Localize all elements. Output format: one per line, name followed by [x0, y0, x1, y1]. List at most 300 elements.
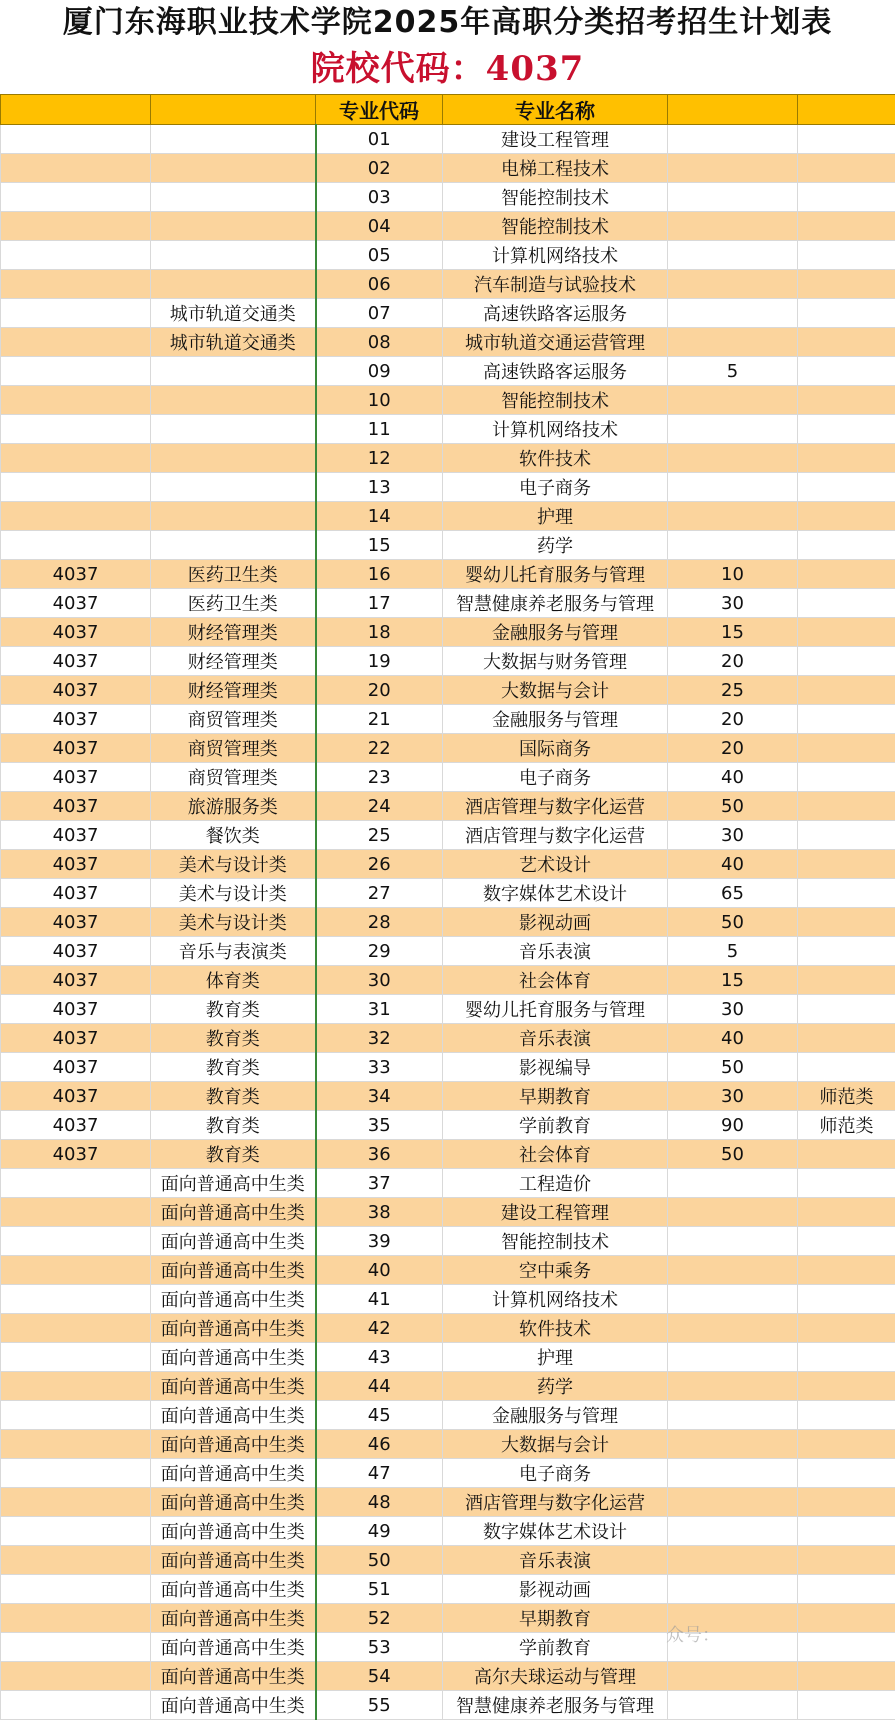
major-code-cell: 30 — [316, 966, 443, 995]
plan-count-cell — [668, 1343, 798, 1372]
major-code-cell: 31 — [316, 995, 443, 1024]
category-cell — [151, 531, 316, 560]
category-cell: 面向普通高中生类 — [151, 1691, 316, 1720]
category-cell: 旅游服务类 — [151, 792, 316, 821]
note-cell — [798, 270, 895, 299]
major-code-cell: 12 — [316, 444, 443, 473]
table-row — [1, 444, 895, 473]
plan-count-cell: 40 — [668, 850, 798, 879]
major-code-cell: 01 — [316, 125, 443, 154]
plan-count-cell — [668, 1430, 798, 1459]
table-row — [1, 1662, 895, 1691]
header-major-code: 专业代码 — [316, 95, 443, 125]
category-cell: 面向普通高中生类 — [151, 1633, 316, 1662]
header-cell — [798, 95, 895, 125]
plan-count-cell — [668, 444, 798, 473]
school-code-cell — [1, 1372, 151, 1401]
table-row — [1, 705, 895, 734]
school-code-cell: 4037 — [1, 734, 151, 763]
table-row — [1, 502, 895, 531]
header-major-name: 专业名称 — [443, 95, 668, 125]
school-code-cell — [1, 1343, 151, 1372]
table-row — [1, 1488, 895, 1517]
major-code-cell: 43 — [316, 1343, 443, 1372]
category-cell: 面向普通高中生类 — [151, 1285, 316, 1314]
table-row — [1, 1691, 895, 1720]
table-row — [1, 386, 895, 415]
major-code-cell: 54 — [316, 1662, 443, 1691]
major-code-cell: 13 — [316, 473, 443, 502]
major-code-cell: 04 — [316, 212, 443, 241]
major-name-cell: 护理 — [443, 1343, 668, 1372]
plan-count-cell — [668, 1372, 798, 1401]
major-name-cell: 大数据与财务管理 — [443, 647, 668, 676]
school-code-cell — [1, 1401, 151, 1430]
note-cell — [798, 1343, 895, 1372]
plan-count-cell — [668, 1575, 798, 1604]
major-name-cell: 电子商务 — [443, 473, 668, 502]
major-code-cell: 23 — [316, 763, 443, 792]
school-code-cell: 4037 — [1, 1111, 151, 1140]
major-code-cell: 53 — [316, 1633, 443, 1662]
school-code-cell — [1, 241, 151, 270]
school-code-cell: 4037 — [1, 647, 151, 676]
school-code-cell — [1, 502, 151, 531]
school-code-cell — [1, 357, 151, 386]
category-cell: 面向普通高中生类 — [151, 1575, 316, 1604]
table-row — [1, 270, 895, 299]
major-code-cell: 24 — [316, 792, 443, 821]
major-code-cell: 10 — [316, 386, 443, 415]
major-code-cell: 06 — [316, 270, 443, 299]
note-cell — [798, 212, 895, 241]
plan-count-cell: 30 — [668, 821, 798, 850]
major-name-cell: 高速铁路客运服务 — [443, 357, 668, 386]
note-cell — [798, 705, 895, 734]
major-code-cell: 28 — [316, 908, 443, 937]
category-cell — [151, 241, 316, 270]
table-row — [1, 560, 895, 589]
school-code-cell — [1, 270, 151, 299]
major-code-cell: 19 — [316, 647, 443, 676]
major-name-cell: 金融服务与管理 — [443, 705, 668, 734]
table-row — [1, 966, 895, 995]
note-cell — [798, 821, 895, 850]
major-name-cell: 软件技术 — [443, 1314, 668, 1343]
table-row — [1, 473, 895, 502]
category-cell: 医药卫生类 — [151, 589, 316, 618]
category-cell: 教育类 — [151, 995, 316, 1024]
table-row — [1, 995, 895, 1024]
header-cell — [668, 95, 798, 125]
category-cell: 体育类 — [151, 966, 316, 995]
major-name-cell: 高尔夫球运动与管理 — [443, 1662, 668, 1691]
major-name-cell: 音乐表演 — [443, 1546, 668, 1575]
table-row — [1, 1633, 895, 1662]
major-code-cell: 35 — [316, 1111, 443, 1140]
plan-count-cell — [668, 502, 798, 531]
category-cell: 财经管理类 — [151, 647, 316, 676]
plan-count-cell — [668, 183, 798, 212]
major-code-cell: 29 — [316, 937, 443, 966]
note-cell — [798, 1053, 895, 1082]
major-code-cell: 21 — [316, 705, 443, 734]
major-code-cell: 27 — [316, 879, 443, 908]
major-name-cell: 酒店管理与数字化运营 — [443, 792, 668, 821]
school-code-heading: 院校代码：4037 — [0, 46, 895, 94]
table-row — [1, 1082, 895, 1111]
major-code-cell: 52 — [316, 1604, 443, 1633]
category-cell: 城市轨道交通类 — [151, 328, 316, 357]
category-cell: 面向普通高中生类 — [151, 1604, 316, 1633]
note-cell — [798, 908, 895, 937]
note-cell — [798, 154, 895, 183]
note-cell — [798, 647, 895, 676]
note-cell — [798, 1314, 895, 1343]
major-code-cell: 32 — [316, 1024, 443, 1053]
major-name-cell: 建设工程管理 — [443, 125, 668, 154]
school-code-cell: 4037 — [1, 995, 151, 1024]
category-cell: 医药卫生类 — [151, 560, 316, 589]
plan-count-cell: 50 — [668, 1053, 798, 1082]
category-cell: 面向普通高中生类 — [151, 1169, 316, 1198]
table-row — [1, 1575, 895, 1604]
major-code-cell: 16 — [316, 560, 443, 589]
major-name-cell: 婴幼儿托育服务与管理 — [443, 560, 668, 589]
plan-count-cell — [668, 154, 798, 183]
major-name-cell: 酒店管理与数字化运营 — [443, 1488, 668, 1517]
table-row — [1, 734, 895, 763]
note-cell — [798, 618, 895, 647]
table-row — [1, 1053, 895, 1082]
table-row — [1, 241, 895, 270]
table-row — [1, 1546, 895, 1575]
category-cell — [151, 212, 316, 241]
school-code-cell: 4037 — [1, 966, 151, 995]
major-name-cell: 电梯工程技术 — [443, 154, 668, 183]
category-cell — [151, 473, 316, 502]
note-cell — [798, 1256, 895, 1285]
school-code-cell: 4037 — [1, 1082, 151, 1111]
plan-count-cell: 40 — [668, 1024, 798, 1053]
major-code-cell: 36 — [316, 1140, 443, 1169]
note-cell — [798, 676, 895, 705]
table-row — [1, 1285, 895, 1314]
major-name-cell: 学前教育 — [443, 1111, 668, 1140]
note-cell — [798, 1198, 895, 1227]
plan-count-cell — [668, 531, 798, 560]
major-code-cell: 17 — [316, 589, 443, 618]
category-cell: 面向普通高中生类 — [151, 1401, 316, 1430]
major-name-cell: 影视动画 — [443, 1575, 668, 1604]
category-cell — [151, 415, 316, 444]
major-name-cell: 高速铁路客运服务 — [443, 299, 668, 328]
table-row — [1, 618, 895, 647]
school-code-cell — [1, 1198, 151, 1227]
major-name-cell: 数字媒体艺术设计 — [443, 1517, 668, 1546]
major-code-cell: 47 — [316, 1459, 443, 1488]
school-code-cell — [1, 1604, 151, 1633]
table-row — [1, 1430, 895, 1459]
major-name-cell: 数字媒体艺术设计 — [443, 879, 668, 908]
note-cell — [798, 1662, 895, 1691]
category-cell: 教育类 — [151, 1024, 316, 1053]
major-code-cell: 42 — [316, 1314, 443, 1343]
major-code-cell: 50 — [316, 1546, 443, 1575]
note-cell: 师范类 — [798, 1082, 895, 1111]
plan-count-cell: 30 — [668, 589, 798, 618]
plan-count-cell: 5 — [668, 937, 798, 966]
document-title: 厦门东海职业技术学院2025年高职分类招考招生计划表 — [0, 0, 895, 46]
table-row — [1, 879, 895, 908]
major-name-cell: 社会体育 — [443, 1140, 668, 1169]
school-code-cell: 4037 — [1, 676, 151, 705]
major-name-cell: 汽车制造与试验技术 — [443, 270, 668, 299]
school-code-cell — [1, 1285, 151, 1314]
note-cell — [798, 763, 895, 792]
plan-count-cell — [668, 1198, 798, 1227]
major-name-cell: 工程造价 — [443, 1169, 668, 1198]
school-code-cell: 4037 — [1, 560, 151, 589]
category-cell: 面向普通高中生类 — [151, 1372, 316, 1401]
table-header-row — [1, 95, 895, 125]
plan-count-cell: 15 — [668, 618, 798, 647]
major-code-cell: 38 — [316, 1198, 443, 1227]
category-cell: 面向普通高中生类 — [151, 1314, 316, 1343]
table-row — [1, 212, 895, 241]
note-cell — [798, 328, 895, 357]
category-cell: 教育类 — [151, 1053, 316, 1082]
school-code-cell — [1, 1256, 151, 1285]
note-cell — [798, 1372, 895, 1401]
note-cell — [798, 357, 895, 386]
school-code-cell: 4037 — [1, 618, 151, 647]
note-cell — [798, 1604, 895, 1633]
category-cell: 面向普通高中生类 — [151, 1517, 316, 1546]
table-row — [1, 125, 895, 154]
note-cell — [798, 531, 895, 560]
plan-count-cell — [668, 125, 798, 154]
note-cell — [798, 879, 895, 908]
plan-count-cell: 20 — [668, 705, 798, 734]
school-code-cell: 4037 — [1, 1053, 151, 1082]
major-code-cell: 08 — [316, 328, 443, 357]
major-code-cell: 33 — [316, 1053, 443, 1082]
major-code-cell: 48 — [316, 1488, 443, 1517]
major-code-cell: 26 — [316, 850, 443, 879]
plan-count-cell: 15 — [668, 966, 798, 995]
major-name-cell: 社会体育 — [443, 966, 668, 995]
plan-count-cell — [668, 415, 798, 444]
major-name-cell: 城市轨道交通运营管理 — [443, 328, 668, 357]
note-cell — [798, 444, 895, 473]
plan-count-cell — [668, 299, 798, 328]
major-code-cell: 37 — [316, 1169, 443, 1198]
note-cell — [798, 1169, 895, 1198]
school-code-cell — [1, 1488, 151, 1517]
note-cell — [798, 125, 895, 154]
table-row — [1, 908, 895, 937]
major-code-cell: 07 — [316, 299, 443, 328]
school-code-cell: 4037 — [1, 850, 151, 879]
plan-count-cell — [668, 328, 798, 357]
table-row — [1, 1517, 895, 1546]
major-code-cell: 25 — [316, 821, 443, 850]
table-row — [1, 763, 895, 792]
note-cell — [798, 1401, 895, 1430]
major-code-cell: 02 — [316, 154, 443, 183]
table-row — [1, 647, 895, 676]
category-cell: 面向普通高中生类 — [151, 1227, 316, 1256]
category-cell: 面向普通高中生类 — [151, 1488, 316, 1517]
major-name-cell: 婴幼儿托育服务与管理 — [443, 995, 668, 1024]
note-cell — [798, 473, 895, 502]
school-code-cell: 4037 — [1, 1140, 151, 1169]
plan-count-cell — [668, 386, 798, 415]
major-name-cell: 学前教育 — [443, 1633, 668, 1662]
category-cell — [151, 502, 316, 531]
category-cell — [151, 154, 316, 183]
note-cell — [798, 850, 895, 879]
category-cell: 财经管理类 — [151, 676, 316, 705]
major-name-cell: 国际商务 — [443, 734, 668, 763]
table-row — [1, 1227, 895, 1256]
category-cell: 面向普通高中生类 — [151, 1546, 316, 1575]
category-cell — [151, 125, 316, 154]
major-code-cell: 18 — [316, 618, 443, 647]
major-code-cell: 55 — [316, 1691, 443, 1720]
plan-count-cell — [668, 1227, 798, 1256]
note-cell — [798, 734, 895, 763]
major-name-cell: 药学 — [443, 531, 668, 560]
note-cell — [798, 299, 895, 328]
header-cell — [1, 95, 151, 125]
school-code-cell: 4037 — [1, 763, 151, 792]
header-cell — [151, 95, 316, 125]
plan-count-cell: 20 — [668, 647, 798, 676]
note-cell — [798, 1024, 895, 1053]
plan-count-cell: 5 — [668, 357, 798, 386]
plan-count-cell: 10 — [668, 560, 798, 589]
school-code-cell: 4037 — [1, 908, 151, 937]
table-row — [1, 1604, 895, 1633]
major-name-cell: 空中乘务 — [443, 1256, 668, 1285]
category-cell: 商贸管理类 — [151, 734, 316, 763]
plan-count-cell — [668, 1314, 798, 1343]
table-row — [1, 1256, 895, 1285]
table-row — [1, 1401, 895, 1430]
note-cell — [798, 386, 895, 415]
table-row — [1, 183, 895, 212]
school-code-cell: 4037 — [1, 705, 151, 734]
major-name-cell: 大数据与会计 — [443, 676, 668, 705]
school-code-cell — [1, 1430, 151, 1459]
category-cell: 面向普通高中生类 — [151, 1198, 316, 1227]
table-row — [1, 1169, 895, 1198]
table-row — [1, 1372, 895, 1401]
note-cell — [798, 415, 895, 444]
major-code-cell: 40 — [316, 1256, 443, 1285]
school-code-cell — [1, 1691, 151, 1720]
table-row — [1, 821, 895, 850]
school-code-cell — [1, 1517, 151, 1546]
category-cell: 财经管理类 — [151, 618, 316, 647]
school-code-cell: 4037 — [1, 1024, 151, 1053]
category-cell: 美术与设计类 — [151, 879, 316, 908]
major-name-cell: 电子商务 — [443, 763, 668, 792]
plan-count-cell — [668, 212, 798, 241]
major-name-cell: 音乐表演 — [443, 1024, 668, 1053]
plan-count-cell: 50 — [668, 908, 798, 937]
enrollment-plan-table — [0, 94, 895, 1720]
note-cell — [798, 937, 895, 966]
note-cell — [798, 1459, 895, 1488]
plan-count-cell — [668, 1401, 798, 1430]
plan-count-cell: 40 — [668, 763, 798, 792]
plan-count-cell: 50 — [668, 792, 798, 821]
school-code-cell — [1, 183, 151, 212]
note-cell — [798, 241, 895, 270]
major-name-cell: 建设工程管理 — [443, 1198, 668, 1227]
major-name-cell: 影视编导 — [443, 1053, 668, 1082]
table-row — [1, 328, 895, 357]
major-name-cell: 智能控制技术 — [443, 1227, 668, 1256]
major-code-cell: 51 — [316, 1575, 443, 1604]
plan-count-cell — [668, 1488, 798, 1517]
major-name-cell: 软件技术 — [443, 444, 668, 473]
category-cell — [151, 357, 316, 386]
major-code-cell: 11 — [316, 415, 443, 444]
note-cell — [798, 1488, 895, 1517]
category-cell: 教育类 — [151, 1111, 316, 1140]
major-name-cell: 计算机网络技术 — [443, 241, 668, 270]
plan-count-cell: 50 — [668, 1140, 798, 1169]
note-cell — [798, 995, 895, 1024]
table-row — [1, 531, 895, 560]
note-cell — [798, 1517, 895, 1546]
note-cell — [798, 183, 895, 212]
school-code-cell — [1, 299, 151, 328]
category-cell: 面向普通高中生类 — [151, 1256, 316, 1285]
school-code-cell — [1, 1633, 151, 1662]
major-name-cell: 计算机网络技术 — [443, 415, 668, 444]
plan-count-cell: 20 — [668, 734, 798, 763]
category-cell — [151, 270, 316, 299]
major-name-cell: 智能控制技术 — [443, 183, 668, 212]
major-code-cell: 41 — [316, 1285, 443, 1314]
school-code-cell — [1, 1169, 151, 1198]
note-cell — [798, 589, 895, 618]
plan-count-cell — [668, 1546, 798, 1575]
table-row — [1, 1024, 895, 1053]
school-code-cell — [1, 125, 151, 154]
note-cell — [798, 966, 895, 995]
major-name-cell: 电子商务 — [443, 1459, 668, 1488]
plan-count-cell — [668, 1285, 798, 1314]
school-code-cell — [1, 415, 151, 444]
major-name-cell: 药学 — [443, 1372, 668, 1401]
major-name-cell: 智慧健康养老服务与管理 — [443, 1691, 668, 1720]
plan-count-cell — [668, 473, 798, 502]
table-row — [1, 589, 895, 618]
major-name-cell: 智慧健康养老服务与管理 — [443, 589, 668, 618]
table-row — [1, 1111, 895, 1140]
school-code-cell — [1, 1662, 151, 1691]
school-code-cell: 4037 — [1, 821, 151, 850]
table-row — [1, 357, 895, 386]
major-code-cell: 03 — [316, 183, 443, 212]
major-code-cell: 20 — [316, 676, 443, 705]
